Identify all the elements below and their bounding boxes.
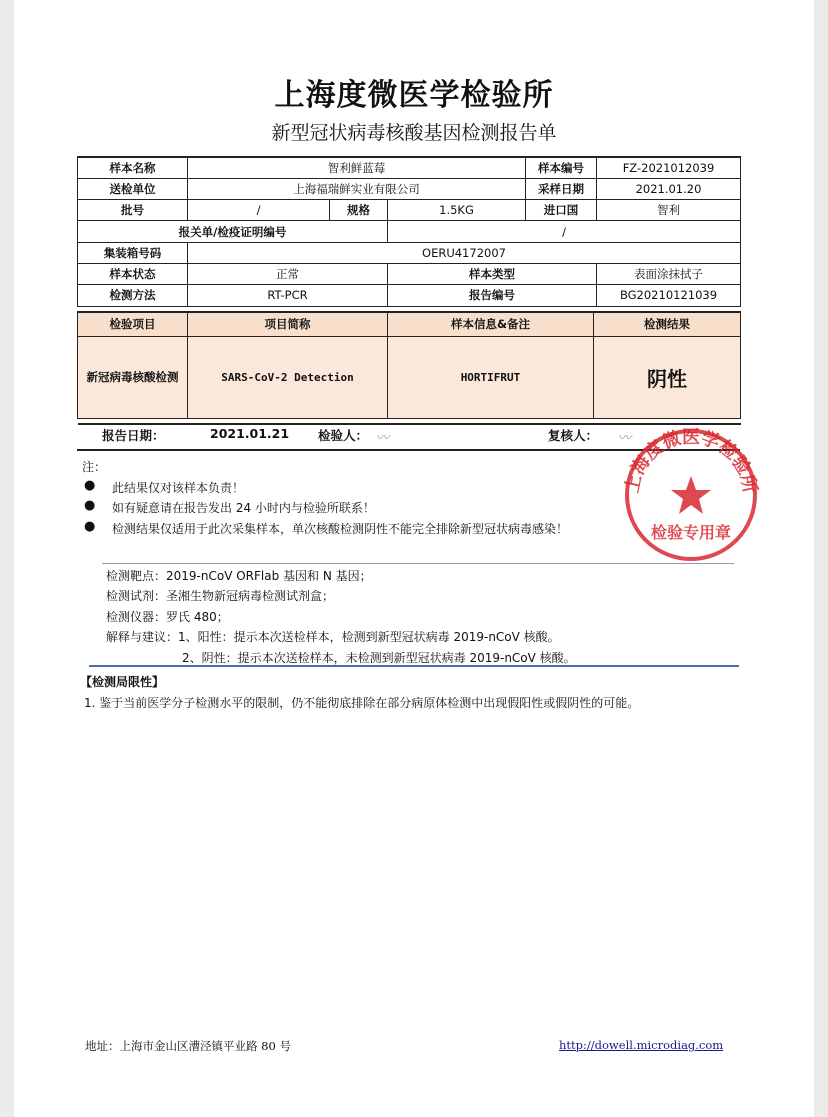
report-date-label: 报告日期： bbox=[102, 428, 165, 443]
sender-value: 上海福瑞鲜实业有限公司 bbox=[188, 178, 526, 199]
sample-no-value: FZ-2021012039 bbox=[597, 157, 741, 178]
col-item-header: 检验项目 bbox=[78, 312, 188, 336]
customs-value: / bbox=[388, 221, 741, 242]
tester-label: 检验人： bbox=[318, 428, 369, 443]
detect-instrument: 检测仪器：罗氏 480； bbox=[106, 610, 229, 624]
detect-target: 检测靶点：2019-nCoV ORFlab 基因和 N 基因； bbox=[106, 569, 372, 583]
note-item: 此结果仅对该样本负责！ bbox=[112, 481, 245, 495]
reviewer-signature-icon: 〰 bbox=[618, 431, 632, 446]
container-value: OERU4172007 bbox=[188, 242, 741, 263]
report-date-value: 2021.01.21 bbox=[210, 426, 290, 441]
table-row bbox=[78, 221, 741, 242]
footer-address: 地址：上海市金山区漕泾镇平业路 80 号 bbox=[85, 1039, 291, 1053]
bullet-icon: ● bbox=[84, 519, 96, 534]
col-abbr-header: 项目简称 bbox=[188, 312, 388, 336]
limits-title: 【检测局限性】 bbox=[80, 675, 165, 689]
spec-value: 1.5KG bbox=[388, 200, 526, 221]
col-result-header: 检测结果 bbox=[594, 312, 741, 336]
batch-label: 批号 bbox=[78, 200, 188, 221]
table-row bbox=[78, 263, 741, 284]
customs-label: 报关单/检疫证明编号 bbox=[78, 221, 388, 242]
spec-label: 规格 bbox=[330, 200, 388, 221]
official-seal-icon bbox=[620, 424, 762, 566]
test-result: 阴性 bbox=[594, 336, 741, 418]
advice-positive: 解释与建议：1、阳性：提示本次送检样本，检测到新型冠状病毒 2019-nCoV 核酸。 bbox=[106, 630, 560, 644]
method-value: RT-PCR bbox=[188, 285, 388, 306]
notes-label: 注： bbox=[82, 460, 107, 474]
lab-title: 上海度微医学检验所 bbox=[274, 78, 554, 113]
sample-name-value: 智利鲜蓝莓 bbox=[188, 157, 526, 178]
footer-url-link[interactable]: http://dowell.microdiag.com bbox=[559, 1038, 724, 1052]
sample-type-value: 表面涂抹拭子 bbox=[597, 263, 741, 284]
advice-negative: 2、阴性：提示本次送检样本，未检测到新型冠状病毒 2019-nCoV 核酸。 bbox=[182, 651, 576, 665]
section-divider bbox=[102, 563, 734, 564]
report-no-label: 报告编号 bbox=[388, 285, 597, 306]
sampling-date-label: 采样日期 bbox=[526, 178, 597, 199]
sample-state-label: 样本状态 bbox=[78, 263, 188, 284]
note-item: 检测结果仅适用于此次采集样本，单次核酸检测阴性不能完全排除新型冠状病毒感染！ bbox=[112, 522, 569, 536]
seal-subtext: 检验专用章 bbox=[650, 523, 732, 542]
sample-type-label: 样本类型 bbox=[388, 263, 597, 284]
table-row bbox=[78, 336, 741, 418]
import-country-value: 智利 bbox=[597, 200, 741, 221]
note-item: 如有疑意请在报告发出 24 小时内与检验所联系！ bbox=[112, 501, 375, 515]
report-page bbox=[14, 0, 814, 1117]
test-item: 新冠病毒核酸检测 bbox=[78, 336, 188, 418]
table-row bbox=[78, 200, 741, 221]
detect-reagent: 检测试剂：圣湘生物新冠病毒检测试剂盒； bbox=[106, 589, 335, 603]
container-label: 集装箱号码 bbox=[78, 242, 188, 263]
sampling-date-value: 2021.01.20 bbox=[597, 178, 741, 199]
sample-name-label: 样本名称 bbox=[78, 157, 188, 178]
test-sample-info: HORTIFRUT bbox=[388, 336, 594, 418]
test-abbr: SARS-CoV-2 Detection bbox=[188, 336, 388, 418]
sample-no-label: 样本编号 bbox=[526, 157, 597, 178]
batch-value: / bbox=[188, 200, 330, 221]
limits-item: 1. 鉴于当前医学分子检测水平的限制，仍不能彻底排除在部分病原体检测中出现假阳性或假阴性的可能。 bbox=[84, 696, 640, 710]
table-row bbox=[78, 285, 741, 306]
report-subtitle: 新型冠状病毒核酸基因检测报告单 bbox=[271, 122, 557, 144]
table-row bbox=[78, 157, 741, 178]
import-country-label: 进口国 bbox=[526, 200, 597, 221]
blue-divider bbox=[89, 665, 739, 667]
test-result-table bbox=[77, 311, 741, 425]
method-label: 检测方法 bbox=[78, 285, 188, 306]
table-header-row bbox=[78, 312, 741, 336]
bullet-icon: ● bbox=[84, 478, 96, 493]
report-no-value: BG20210121039 bbox=[597, 285, 741, 306]
reviewer-label: 复核人： bbox=[548, 428, 599, 443]
table-row bbox=[78, 178, 741, 199]
seal-text: 上海度微医学检验所 bbox=[621, 426, 761, 495]
sample-info-table bbox=[77, 156, 741, 307]
sample-state-value: 正常 bbox=[188, 263, 388, 284]
sender-label: 送检单位 bbox=[78, 178, 188, 199]
table-row bbox=[78, 242, 741, 263]
bullet-icon: ● bbox=[84, 498, 96, 513]
col-info-header: 样本信息&备注 bbox=[388, 312, 594, 336]
tester-signature-icon: 〰 bbox=[376, 431, 390, 446]
